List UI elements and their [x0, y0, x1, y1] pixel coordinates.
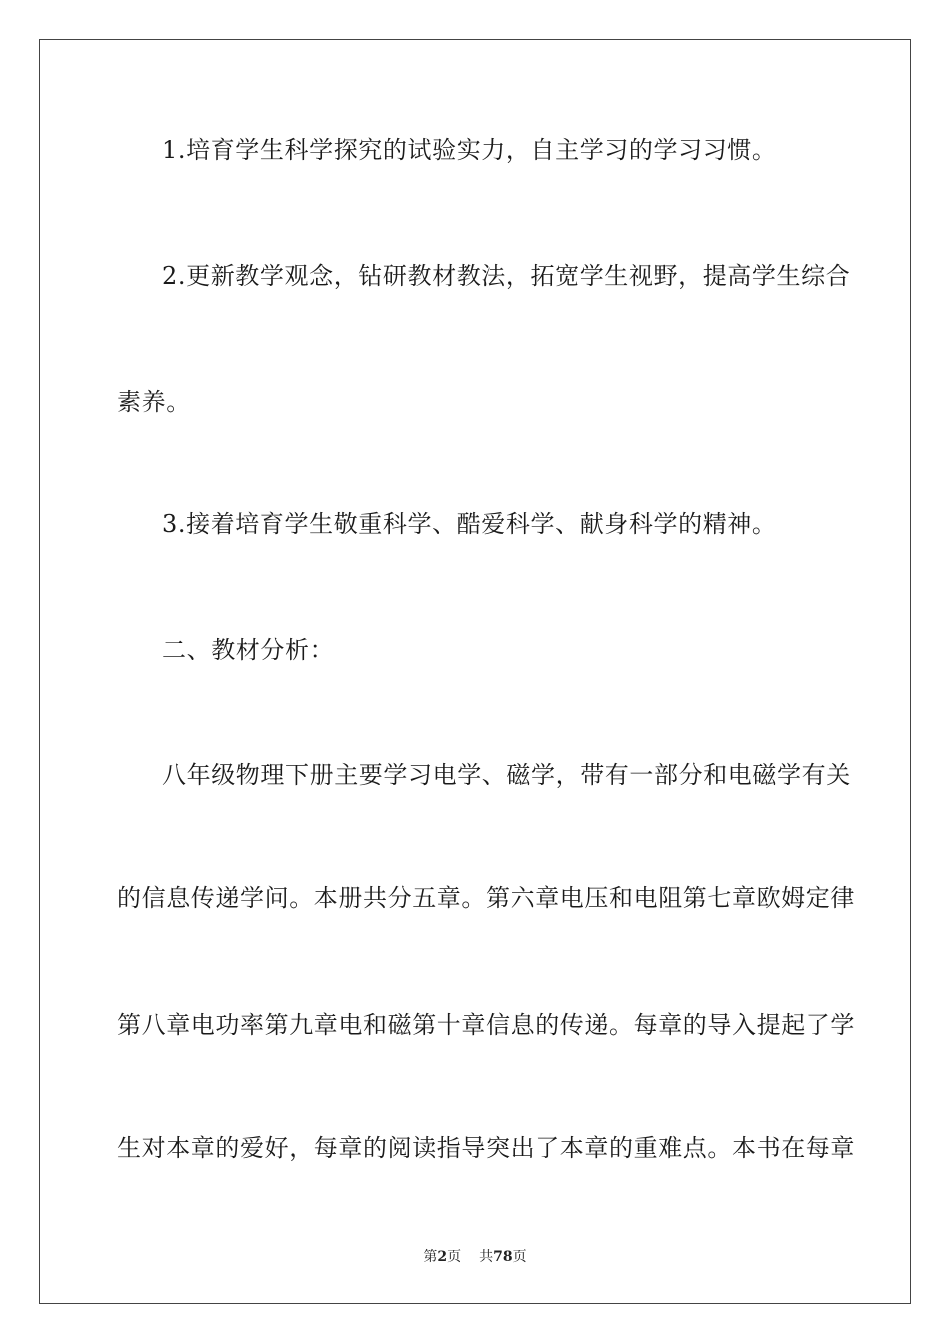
- page-prefix: 第: [423, 1249, 438, 1265]
- paragraph-line-7: 的信息传递学问。本册共分五章。第六章电压和电阻第七章欧姆定律: [117, 884, 855, 912]
- page-border: [39, 39, 911, 1304]
- page-number: 2: [437, 1249, 448, 1265]
- page-suffix: 页: [447, 1249, 462, 1265]
- page-footer: [0, 1247, 950, 1267]
- paragraph-line-3: 素养。: [117, 388, 191, 416]
- total-suffix: 页: [512, 1249, 527, 1265]
- paragraph-line-8: 第八章电功率第九章电和磁第十章信息的传递。每章的导入提起了学: [117, 1011, 855, 1039]
- total-pages: 78: [493, 1249, 513, 1265]
- paragraph-line-4: 3.接着培育学生敬重科学、酷爱科学、献身科学的精神。: [162, 510, 777, 538]
- paragraph-line-2: 2.更新教学观念，钻研教材教法，拓宽学生视野，提高学生综合: [162, 262, 851, 290]
- section-heading: 二、教材分析：: [162, 636, 335, 664]
- paragraph-line-6: 八年级物理下册主要学习电学、磁学，带有一部分和电磁学有关: [162, 761, 851, 789]
- paragraph-line-1: 1.培育学生科学探究的试验实力，自主学习的学习习惯。: [162, 136, 777, 164]
- total-prefix: 共: [479, 1249, 494, 1265]
- paragraph-line-9: 生对本章的爱好，每章的阅读指导突出了本章的重难点。本书在每章: [117, 1134, 855, 1162]
